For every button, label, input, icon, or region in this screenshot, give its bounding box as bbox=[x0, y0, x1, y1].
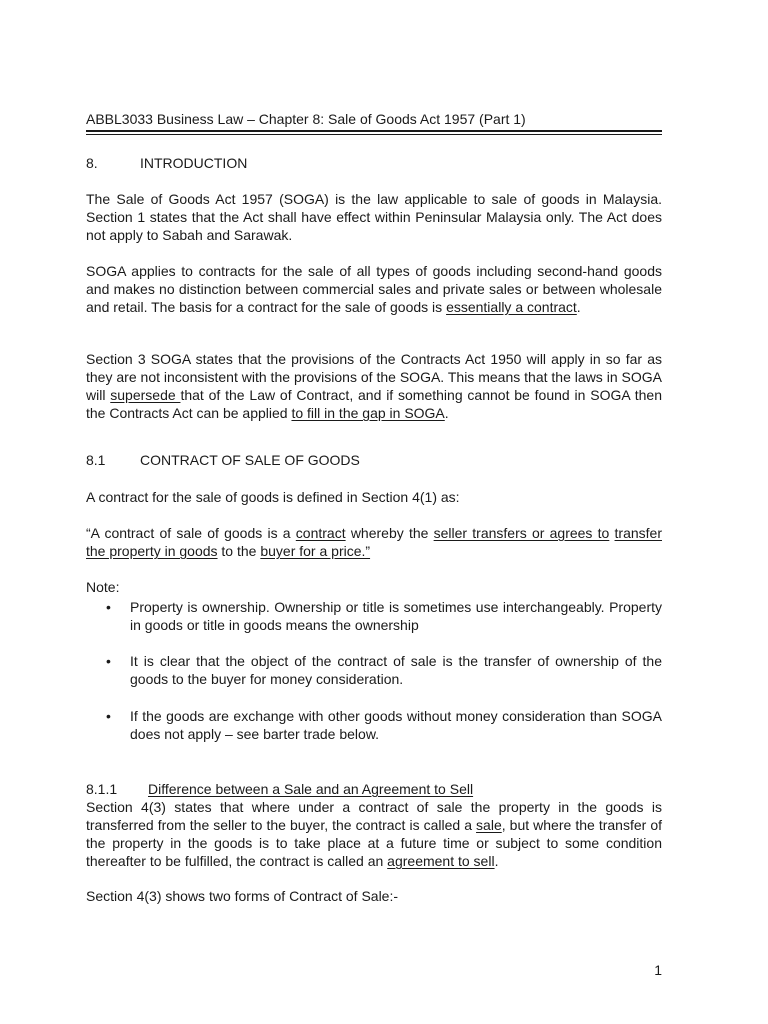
page-number: 1 bbox=[654, 962, 662, 978]
header-rule-thin bbox=[86, 134, 662, 135]
text-run: to the bbox=[217, 543, 261, 559]
section-title: Difference between a Sale and an Agreement to Sell bbox=[148, 781, 474, 797]
header-rule-thick bbox=[86, 130, 662, 132]
forms-intro: Section 4(3) shows two forms of Contract of Sale:- bbox=[86, 888, 399, 904]
definition-intro: A contract for the sale of goods is defined in Section 4(1) as: bbox=[86, 489, 460, 505]
intro-paragraph-3 bbox=[86, 350, 662, 422]
text-run: whereby the bbox=[345, 525, 434, 541]
section-number: 8. bbox=[86, 155, 98, 171]
underlined-term: seller transfers or agrees to bbox=[433, 525, 610, 541]
list-item bbox=[86, 707, 662, 743]
underlined-term: agreement to sell bbox=[387, 853, 495, 869]
text-run: that of the Law of Contract, and if something cannot be found in SOGA then the Contracts Act can be applied bbox=[86, 387, 662, 421]
underlined-term: to fill in the gap in SOGA bbox=[291, 405, 445, 421]
text-run: “A contract of sale of goods is a bbox=[86, 525, 296, 541]
bullet-icon: • bbox=[106, 599, 111, 615]
notes-list bbox=[86, 598, 662, 743]
section-heading-8-1-1 bbox=[86, 780, 662, 798]
bullet-icon: • bbox=[106, 708, 111, 724]
page-header bbox=[86, 110, 662, 135]
text-run: Section 3 SOGA states that the provisions of the Contracts Act 1950 will apply in so far as they are not inconsistent with the provisions of the SOGA. This means that the laws in SOGA will bbox=[86, 351, 662, 403]
note-text: If the goods are exchange with other goods without money consideration than SOGA does not apply – see barter trade below. bbox=[130, 708, 662, 742]
note-text: Property is ownership. Ownership or title is sometimes use interchangeably. Property in goods or title in goods means the ownership bbox=[130, 599, 662, 633]
intro-paragraph-2 bbox=[86, 262, 662, 316]
section-number: 8.1.1 bbox=[86, 781, 118, 797]
underlined-term: supersede bbox=[110, 387, 181, 403]
sale-vs-agreement-paragraph bbox=[86, 798, 662, 870]
section-title: CONTRACT OF SALE OF GOODS bbox=[140, 452, 360, 468]
note-text: It is clear that the object of the contract of sale is the transfer of ownership of the goods to the buyer for money consideration. bbox=[130, 653, 662, 687]
document-title: ABBL3033 Business Law – Chapter 8: Sale of Goods Act 1957 (Part 1) bbox=[86, 111, 526, 127]
section-number: 8.1 bbox=[86, 452, 106, 468]
text-run: SOGA applies to contracts for the sale of all types of goods including second-hand goods and makes no distinction between commercial sales and private sales or between wholesale and retail. The basis for a contract for the sale of goods is bbox=[86, 263, 662, 315]
note-label: Note: bbox=[86, 579, 120, 595]
section-title: INTRODUCTION bbox=[140, 155, 248, 171]
underlined-term: essentially a contract bbox=[446, 299, 577, 315]
text-run: , but where the transfer of the property in the goods is to take place at a future time or subject to some condition thereafter to be fulfilled, the contract is called an bbox=[86, 817, 662, 869]
text-run: . bbox=[444, 405, 449, 421]
list-item bbox=[86, 598, 662, 634]
underlined-term: contract bbox=[295, 525, 346, 541]
list-item bbox=[86, 652, 662, 688]
intro-paragraph-1: The Sale of Goods Act 1957 (SOGA) is the law applicable to sale of goods in Malaysia. Section 1 states that the Act shall have effect within Peninsular Malaysia only. The Act does not apply to Sabah and Sarawak. bbox=[86, 191, 662, 243]
bullet-icon: • bbox=[106, 653, 111, 669]
text-run: . bbox=[576, 299, 581, 315]
text-run: Section 4(3) states that where under a contract of sale the property in the goods is transferred from the seller to the buyer, the contract is called a bbox=[86, 799, 662, 833]
underlined-term: transfer the property in goods bbox=[86, 525, 662, 559]
definition-quote bbox=[86, 524, 662, 560]
section-heading-intro bbox=[86, 154, 662, 172]
section-heading-8-1 bbox=[86, 451, 662, 469]
underlined-term: sale bbox=[476, 817, 502, 833]
text-run: . bbox=[494, 853, 499, 869]
underlined-term: buyer for a price.” bbox=[260, 543, 371, 559]
